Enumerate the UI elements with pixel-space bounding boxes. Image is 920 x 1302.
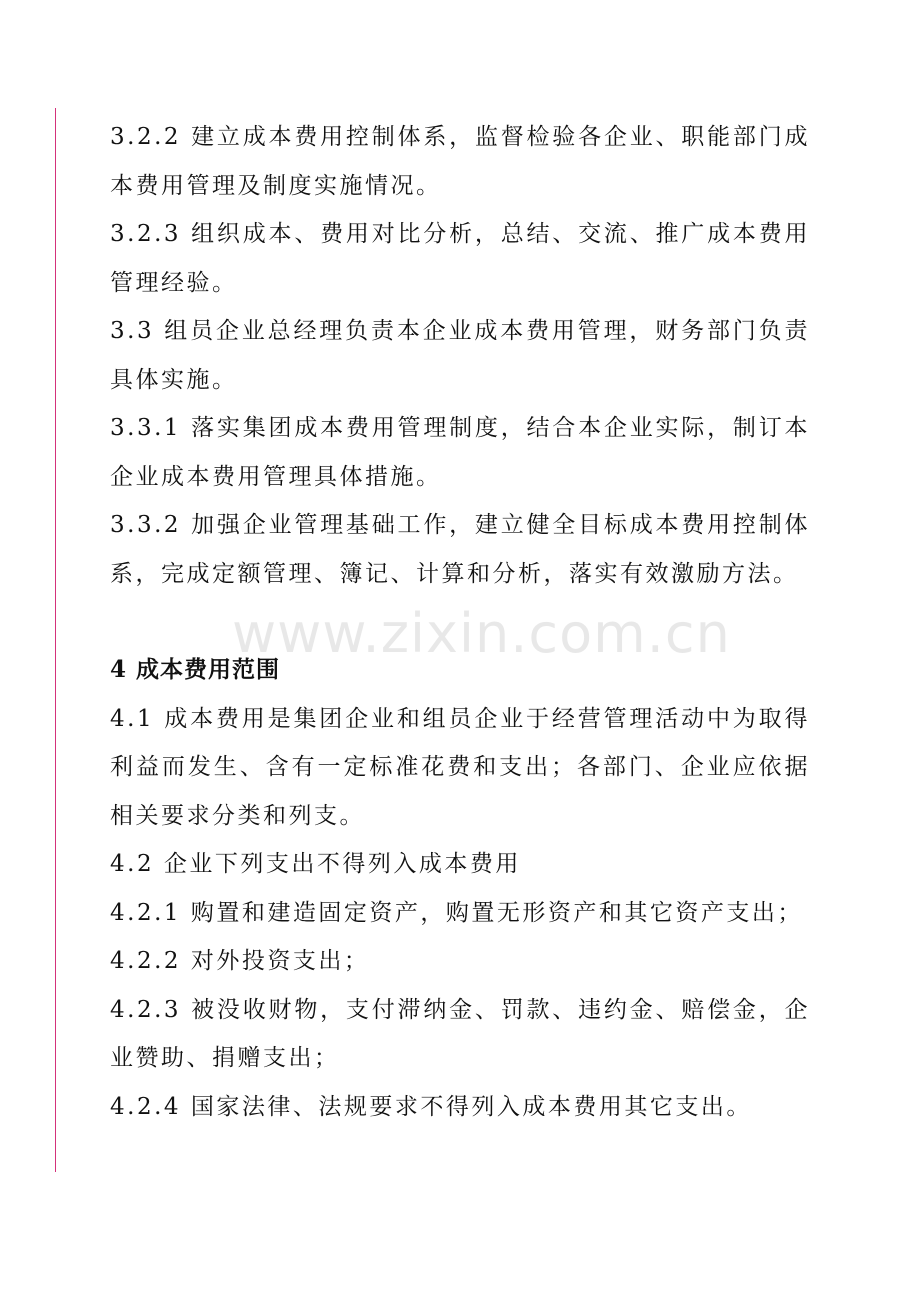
section-gap bbox=[110, 598, 810, 646]
clause-3-2-2: 3.2.2 建立成本费用控制体系，监督检验各企业、职能部门成本费用管理及制度实施情况。 bbox=[110, 124, 810, 199]
clause-4-1: 4.1 成本费用是集团企业和组员企业于经营管理活动中为取得利益而发生、含有一定标准花费和支出；各部门、企业应依据相关要求分类和列支。 bbox=[110, 705, 810, 829]
clause-3-3: 3.3 组员企业总经理负责本企业成本费用管理，财务部门负责具体实施。 bbox=[110, 318, 810, 393]
clause-4-2-3: 4.2.3 被没收财物，支付滞纳金、罚款、违约金、赔偿金，企业赞助、捐赠支出； bbox=[110, 996, 810, 1071]
clause-3-2-3: 3.2.3 组织成本、费用对比分析，总结、交流、推广成本费用管理经验。 bbox=[110, 221, 810, 296]
section-heading: 4 成本费用范围 bbox=[110, 656, 281, 683]
document-body bbox=[110, 113, 810, 1131]
clause-4-2-2: 4.2.2 对外投资支出； bbox=[110, 948, 370, 974]
margin-rule bbox=[55, 108, 56, 1172]
clause-3-3-2: 3.3.2 加强企业管理基础工作，建立健全目标成本费用控制体系，完成定额管理、簿记、计算和分析，落实有效激励方法。 bbox=[110, 512, 810, 587]
clause-4-2-1: 4.2.1 购置和建造固定资产，购置无形资产和其它资产支出； bbox=[110, 899, 803, 926]
clause-4-2-4: 4.2.4 国家法律、法规要求不得列入成本费用其它支出。 bbox=[110, 1093, 752, 1120]
watermark: www.zixin.com.cn bbox=[232, 602, 731, 665]
clause-4-2: 4.2 企业下列支出不得列入成本费用 bbox=[110, 851, 521, 877]
clause-3-3-1: 3.3.1 落实集团成本费用管理制度，结合本企业实际，制订本企业成本费用管理具体措施。 bbox=[110, 415, 810, 490]
